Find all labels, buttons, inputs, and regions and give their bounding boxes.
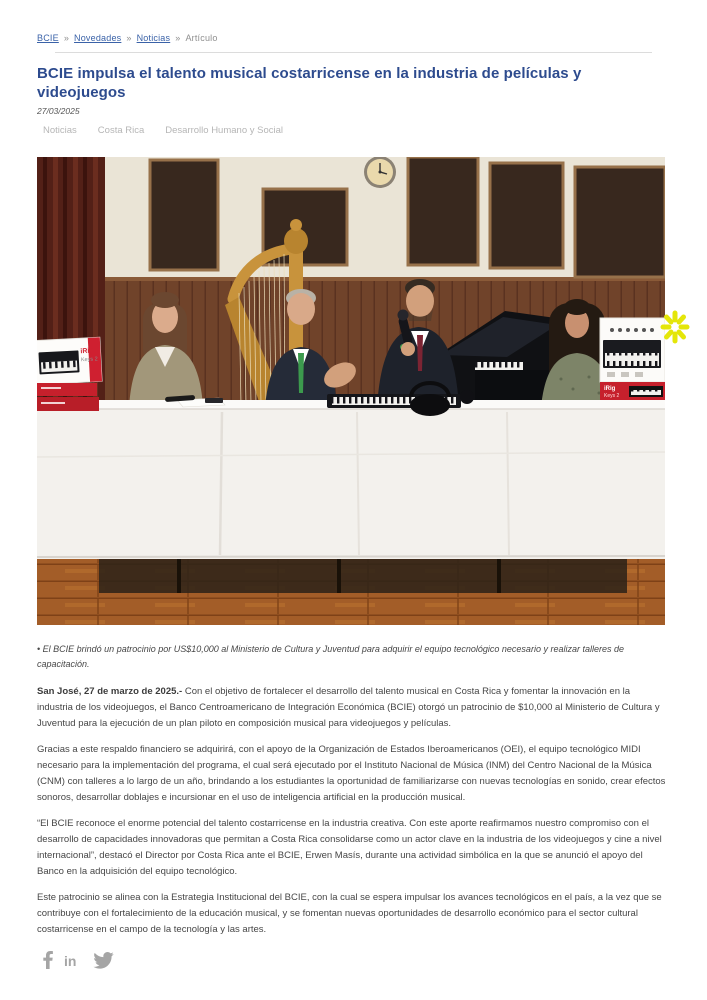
press-conference-illustration bbox=[37, 157, 665, 625]
social-share-bar bbox=[37, 951, 670, 969]
wood-floor bbox=[37, 555, 665, 625]
paragraph-lead: San José, 27 de marzo de 2025.- bbox=[37, 686, 183, 698]
article-body bbox=[37, 684, 667, 938]
tag-costa-rica[interactable]: Costa Rica bbox=[97, 124, 145, 136]
linkedin-icon[interactable] bbox=[64, 953, 83, 968]
tag-list bbox=[37, 125, 670, 136]
paragraph-2: Gracias a este respaldo financiero se adquirirá, con el apoyo de la Organización de Estados Iberoamericanos (OEI), el equipo tecnológico MIDI necesario para la implementación del programa, el cual será ejecutado por el Instituto Nacional de Música (INM) del Centro Nacional de la Música (CNM) con talleres a lo largo de un año, brindando a los estudiantes la oportunidad de familiarizarse con nuevas tecnologías en sonido, crear efectos sonoros, desarrollar doblajes e incursionar en el uso de inteligencia artificial en la producción musical. bbox=[37, 744, 666, 804]
breadcrumb-separator: » bbox=[175, 33, 181, 43]
wall-clock bbox=[364, 157, 396, 188]
table-white-cloth bbox=[37, 400, 665, 559]
facebook-icon[interactable] bbox=[42, 951, 54, 969]
tag-noticias[interactable]: Noticias bbox=[43, 124, 77, 136]
irig-box-left bbox=[37, 337, 102, 384]
header-divider bbox=[55, 52, 652, 53]
breadcrumb-separator: » bbox=[63, 33, 70, 43]
breadcrumb-item-bcie[interactable]: BCIE bbox=[37, 33, 59, 43]
breadcrumb-item-noticias[interactable]: Noticias bbox=[136, 33, 171, 43]
paragraph-3: “El BCIE reconoce el enorme potencial del talento costarricense en la industria creativa. Con este aporte reafirmamos nuestro compromiso con el desarrollo de capacidades innovadoras que permitan a Costa Rica consolidarse como un actor clave en la industria de los videojuegos y cine a nivel internacional”, destacó el Director por Costa Rica ante el BCIE, Erwen Masís, durante una actividad simbólica en la que se anunció el apoyo del Banco en la adquisición del equipo tecnológico. bbox=[37, 818, 662, 878]
svg-text:in: in bbox=[64, 952, 77, 968]
paragraph-4: Este patrocinio se alinea con la Estrategia Institucional del BCIE, con la cual se espera impulsar los avances tecnológicos en el país, a la vez que se contribuye con el fortalecimiento de la educación musical, y se fomentan nuevas oportunidades de desarrollo económico para el sector cultural costarricense en el campo de la tecnología y las artes. bbox=[37, 892, 662, 936]
breadcrumb-item-novedades[interactable]: Novedades bbox=[74, 33, 122, 43]
page-title: BCIE impulsa el talento musical costarricense en la industria de películas y videojuegos bbox=[37, 65, 582, 101]
breadcrumb-item-articulo: Artículo bbox=[185, 33, 218, 43]
svg-text:iRig: iRig bbox=[604, 385, 616, 392]
article-photo bbox=[37, 157, 665, 625]
twitter-icon[interactable] bbox=[93, 952, 114, 969]
svg-text:Keys 2: Keys 2 bbox=[80, 355, 98, 363]
breadcrumb-separator: » bbox=[126, 33, 132, 43]
svg-text:Keys 2: Keys 2 bbox=[604, 392, 620, 399]
photo-caption: • El BCIE brindó un patrocinio por US$10,000 al Ministerio de Cultura y Juventud para adquirir el equipo tecnológico necesario y realizar talleres de capacitación. bbox=[37, 643, 624, 669]
tag-desarrollo-humano-y-social[interactable]: Desarrollo Humano y Social bbox=[165, 124, 284, 136]
svg-text:iRig: iRig bbox=[80, 347, 94, 355]
breadcrumb bbox=[37, 0, 670, 43]
paragraph-1: San José, 27 de marzo de 2025.- Con el objetivo de fortalecer el desarrollo del talento musical en Costa Rica y fomentar la innovación en la industria de los videojuegos, el Banco Centroamericano de Integración Económica (BCIE) otorgó un patrocinio de $10,000 al Ministerio de Cultura y Juventud para la ejecución de un plan piloto en composición musical para videojuegos y películas. bbox=[37, 686, 660, 730]
irig-box-right bbox=[600, 318, 665, 400]
article-date: 27/03/2025 bbox=[37, 105, 80, 116]
irig-red-boxes bbox=[37, 383, 99, 411]
